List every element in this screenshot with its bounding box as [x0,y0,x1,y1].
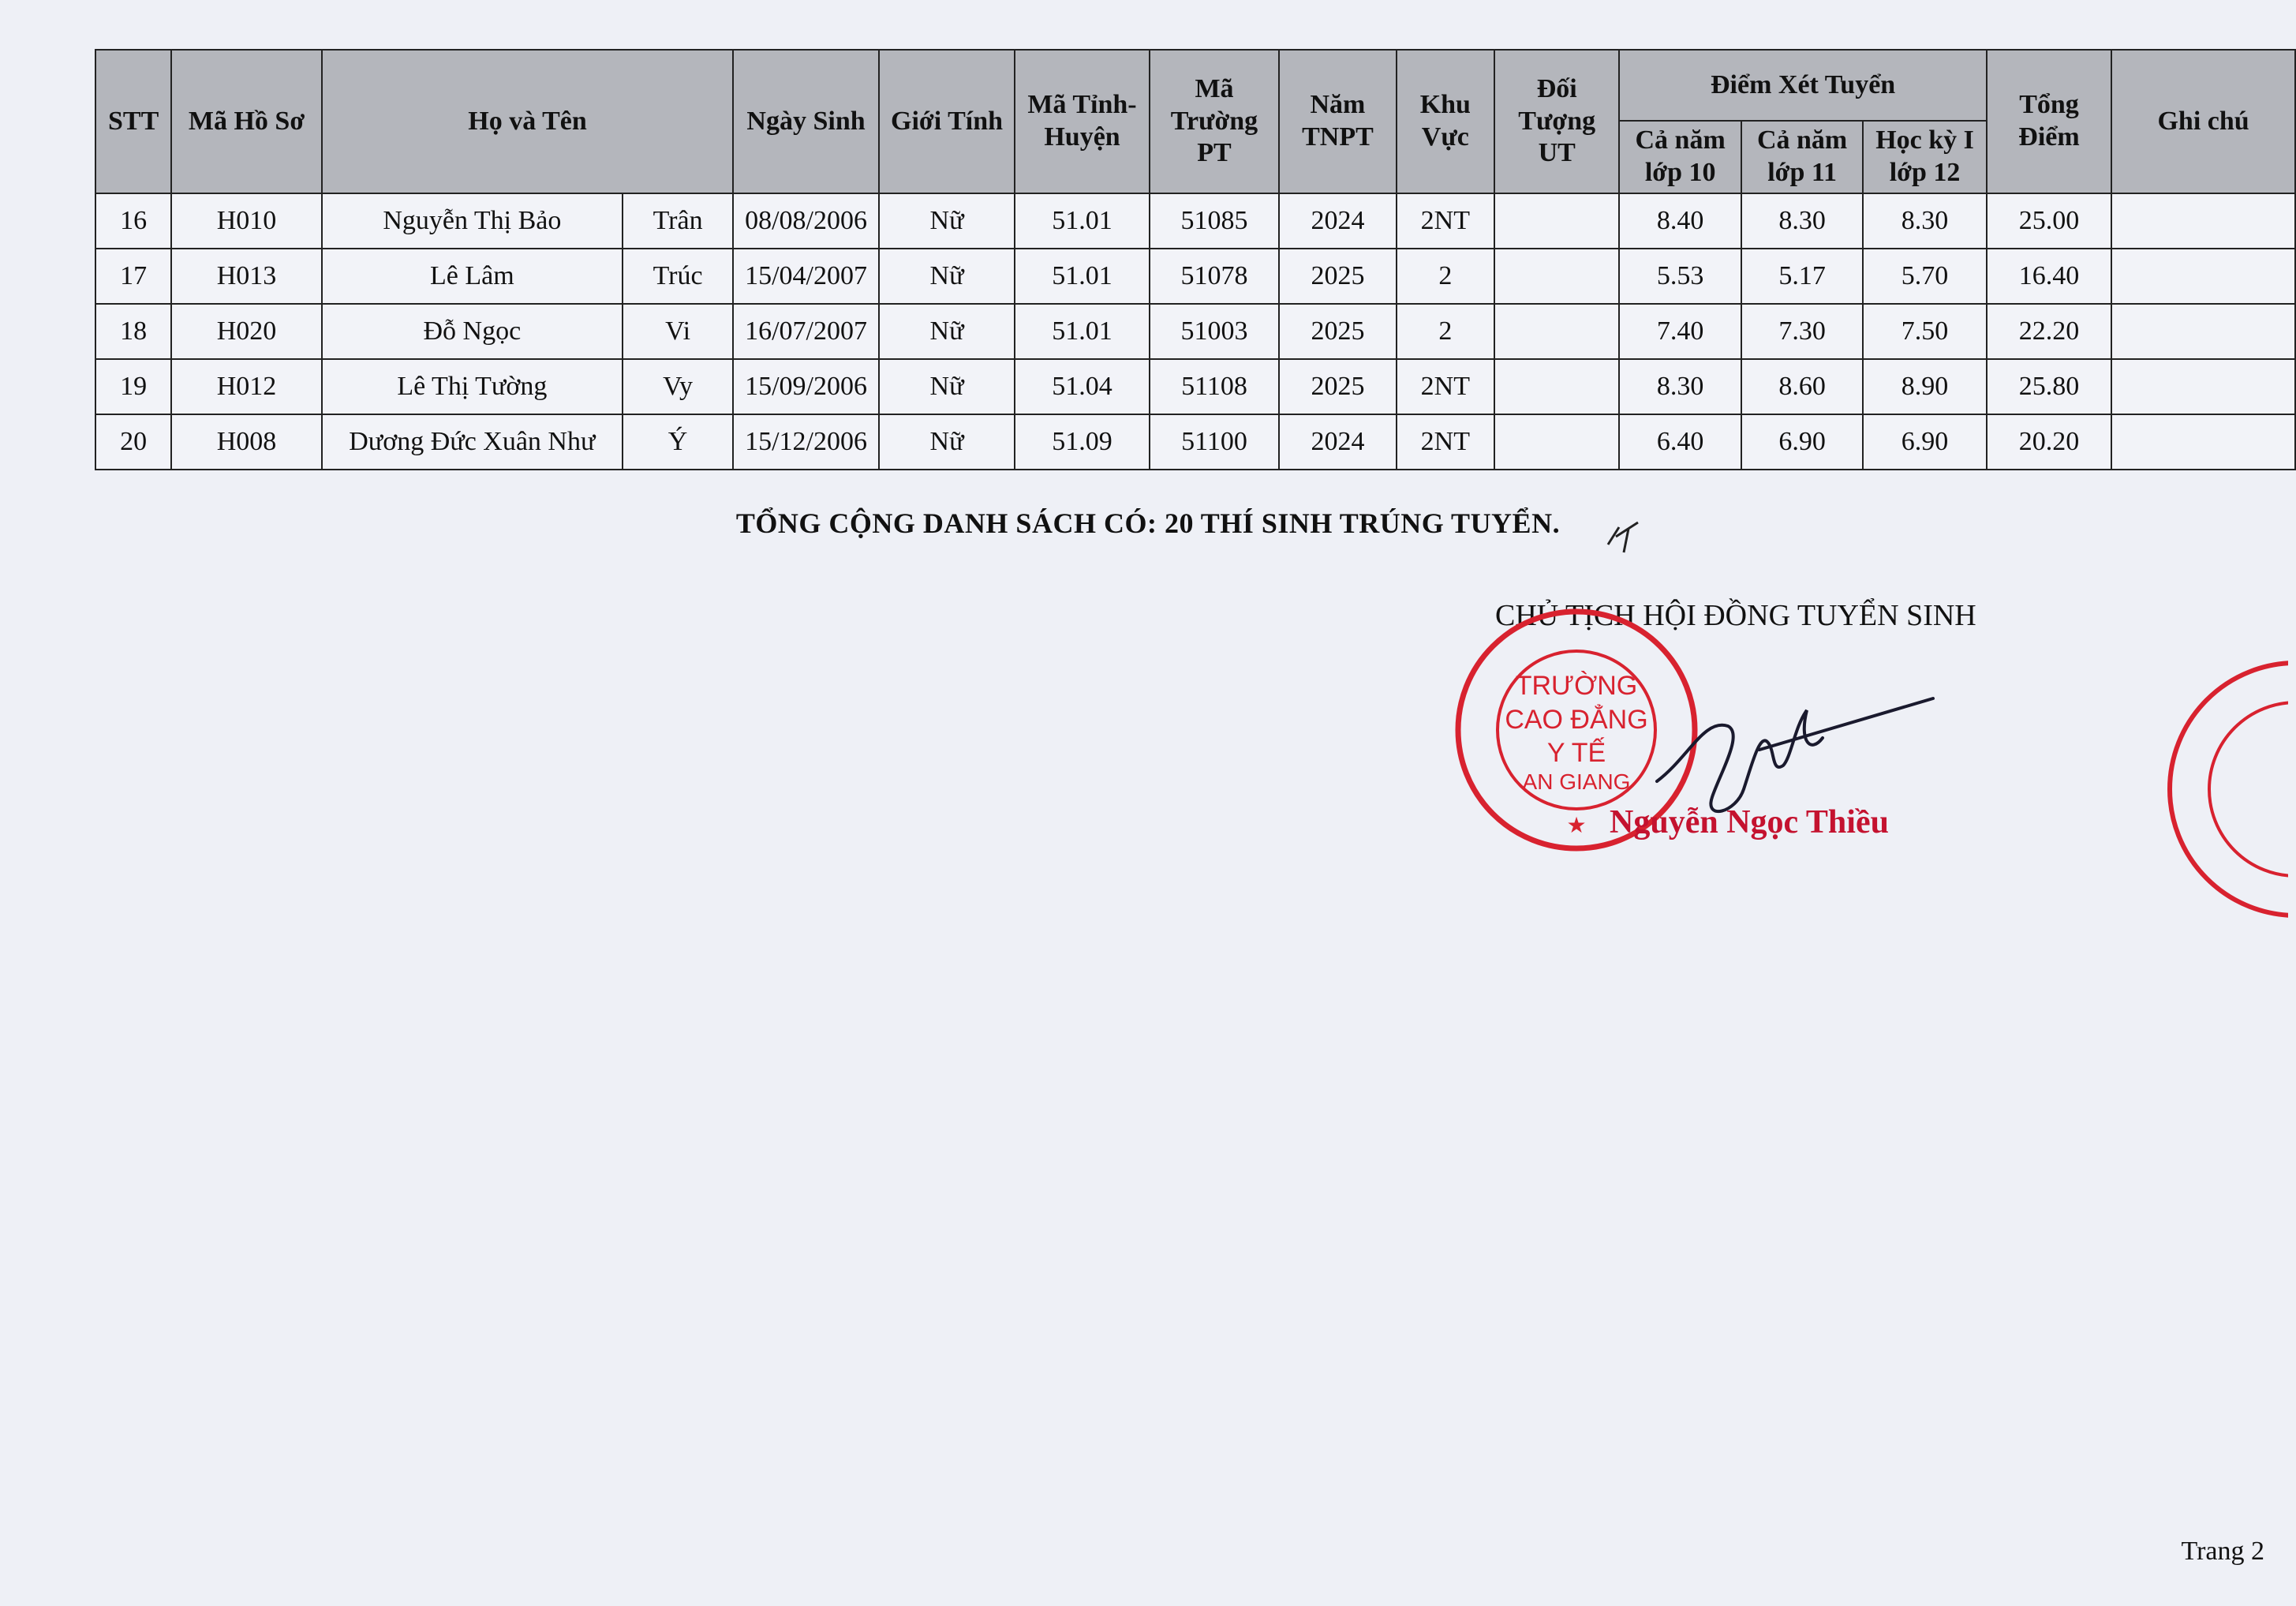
cell-ghi-chu [2111,359,2295,414]
cell-ma-ho-so: H013 [171,249,322,304]
header-ma-truong-pt: Mã Trường PT [1150,50,1279,193]
cell-lop-12: 6.90 [1863,414,1986,470]
header-ma-ho-so: Mã Hồ Sơ [171,50,322,193]
seal-center-line: CAO ĐẲNG [1505,705,1648,735]
cell-ho: Đỗ Ngọc [322,304,623,359]
cell-ma-truong: 51100 [1150,414,1279,470]
seal-center-line: AN GIANG [1522,769,1631,794]
header-ca-nam-lop-11: Cả năm lớp 11 [1741,121,1863,193]
cell-doi-tuong [1494,304,1619,359]
cell-lop-11: 6.90 [1741,414,1863,470]
header-nam-tnpt: Năm TNPT [1279,50,1396,193]
cell-ma-truong: 51003 [1150,304,1279,359]
cell-ten: Vi [623,304,733,359]
cell-stt: 16 [95,193,171,249]
cell-stt: 19 [95,359,171,414]
cell-lop-11: 8.60 [1741,359,1863,414]
cell-ghi-chu [2111,304,2295,359]
cell-ghi-chu [2111,249,2295,304]
cell-doi-tuong [1494,249,1619,304]
cell-ma-ho-so: H012 [171,359,322,414]
header-ma-tinh-huyen: Mã Tỉnh-Huyện [1015,50,1149,193]
cell-ma-ho-so: H008 [171,414,322,470]
cell-stt: 20 [95,414,171,470]
cell-ma-truong: 51085 [1150,193,1279,249]
cell-stt: 18 [95,304,171,359]
cell-nam-tnpt: 2025 [1279,359,1396,414]
chair-title: CHỦ TỊCH HỘI ĐỒNG TUYỂN SINH [1495,599,1976,632]
seal-star: ★ [1566,814,1587,838]
cell-gioi-tinh: Nữ [879,193,1015,249]
table-row [95,414,2295,470]
cell-ho: Nguyễn Thị Bảo [322,193,623,249]
cell-gioi-tinh: Nữ [879,359,1015,414]
header-tong-diem: Tổng Điểm [1987,50,2111,193]
cell-tong-diem: 25.80 [1987,359,2111,414]
header-diem-xet-tuyen: Điểm Xét Tuyển [1619,50,1986,121]
cell-lop-12: 7.50 [1863,304,1986,359]
seal-center-line: TRƯỜNG [1515,671,1638,701]
header-stt: STT [95,50,171,193]
header-doi-tuong-ut: Đối Tượng UT [1494,50,1619,193]
cell-ho: Lê Lâm [322,249,623,304]
cell-lop-12: 8.90 [1863,359,1986,414]
cell-ngay-sinh: 15/09/2006 [733,359,879,414]
cell-doi-tuong [1494,414,1619,470]
table-row [95,193,2295,249]
cell-ngay-sinh: 15/12/2006 [733,414,879,470]
cell-ho: Lê Thị Tường [322,359,623,414]
cell-lop-10: 6.40 [1619,414,1741,470]
cell-gioi-tinh: Nữ [879,304,1015,359]
cell-ma-truong: 51078 [1150,249,1279,304]
cell-ma-tinh-huyen: 51.09 [1015,414,1149,470]
cell-nam-tnpt: 2025 [1279,249,1396,304]
seal-center-line: Y TẾ [1546,738,1606,768]
cell-stt: 17 [95,249,171,304]
cell-ma-tinh-huyen: 51.01 [1015,304,1149,359]
header-ca-nam-lop-10: Cả năm lớp 10 [1619,121,1741,193]
cell-doi-tuong [1494,359,1619,414]
partial-seal [2162,647,2288,931]
cell-khu-vuc: 2 [1397,249,1494,304]
signer-name: Nguyễn Ngọc Thiều [1610,804,1889,840]
header-gioi-tinh: Giới Tính [879,50,1015,193]
table-row [95,359,2295,414]
header-ghi-chu: Ghi chú [2111,50,2295,193]
cell-khu-vuc: 2NT [1397,414,1494,470]
cell-ma-ho-so: H010 [171,193,322,249]
initial-mark [1602,513,1649,560]
cell-doi-tuong [1494,193,1619,249]
cell-khu-vuc: 2NT [1397,359,1494,414]
cell-ngay-sinh: 08/08/2006 [733,193,879,249]
cell-lop-10: 7.40 [1619,304,1741,359]
header-ho-va-ten: Họ và Tên [322,50,733,193]
cell-ten: Ý [623,414,733,470]
cell-lop-11: 8.30 [1741,193,1863,249]
cell-lop-12: 5.70 [1863,249,1986,304]
header-hoc-ky-1-lop-12: Học kỳ I lớp 12 [1863,121,1986,193]
cell-ma-ho-so: H020 [171,304,322,359]
cell-nam-tnpt: 2024 [1279,414,1396,470]
cell-khu-vuc: 2NT [1397,193,1494,249]
cell-ten: Trúc [623,249,733,304]
cell-tong-diem: 22.20 [1987,304,2111,359]
cell-tong-diem: 16.40 [1987,249,2111,304]
cell-lop-10: 8.40 [1619,193,1741,249]
admission-list-table [95,49,2296,470]
table-row [95,249,2295,304]
page-number: Trang 2 [2181,1537,2264,1566]
header-khu-vuc: Khu Vực [1397,50,1494,193]
cell-gioi-tinh: Nữ [879,414,1015,470]
cell-ma-tinh-huyen: 51.04 [1015,359,1149,414]
table-row [95,304,2295,359]
cell-nam-tnpt: 2024 [1279,193,1396,249]
cell-lop-11: 7.30 [1741,304,1863,359]
cell-ghi-chu [2111,193,2295,249]
cell-lop-12: 8.30 [1863,193,1986,249]
cell-khu-vuc: 2 [1397,304,1494,359]
cell-nam-tnpt: 2025 [1279,304,1396,359]
cell-ma-tinh-huyen: 51.01 [1015,249,1149,304]
cell-tong-diem: 20.20 [1987,414,2111,470]
cell-lop-10: 5.53 [1619,249,1741,304]
cell-tong-diem: 25.00 [1987,193,2111,249]
header-ngay-sinh: Ngày Sinh [733,50,879,193]
cell-ngay-sinh: 16/07/2007 [733,304,879,359]
summary-total: TỔNG CỘNG DANH SÁCH CÓ: 20 THÍ SINH TRÚNG TUYỂN. [735,507,1561,539]
cell-ngay-sinh: 15/04/2007 [733,249,879,304]
cell-ho: Dương Đức Xuân Như [322,414,623,470]
cell-lop-11: 5.17 [1741,249,1863,304]
cell-ma-truong: 51108 [1150,359,1279,414]
cell-ten: Trân [623,193,733,249]
cell-ten: Vy [623,359,733,414]
cell-ghi-chu [2111,414,2295,470]
cell-lop-10: 8.30 [1619,359,1741,414]
cell-gioi-tinh: Nữ [879,249,1015,304]
cell-ma-tinh-huyen: 51.01 [1015,193,1149,249]
